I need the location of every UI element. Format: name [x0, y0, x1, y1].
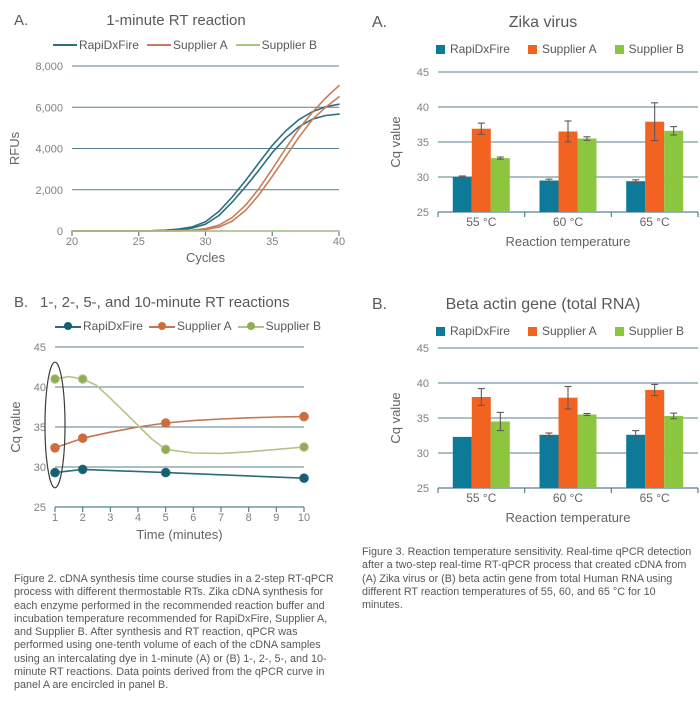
x-axis-title: Reaction temperature — [505, 234, 631, 249]
series-line-supplier-b — [55, 377, 304, 454]
legend-item-rapidxfire — [55, 319, 143, 333]
y-tick-label: 45 — [416, 343, 429, 355]
x-tick-label: 1 — [51, 512, 59, 524]
legend-label: Supplier B — [261, 38, 318, 52]
legend-square-swatch — [436, 327, 445, 336]
x-axis-title: Reaction temperature — [505, 510, 631, 525]
x-tick-label: 25 — [132, 236, 145, 248]
category-label: 60 °C — [552, 491, 584, 505]
legend-line-marker-swatch — [55, 322, 81, 331]
legend-line-swatch — [236, 44, 260, 46]
bar-supplier-b-60-c — [578, 139, 597, 213]
y-tick-label: 40 — [416, 378, 429, 390]
legend-label: Supplier B — [628, 324, 685, 338]
panel-label: A. — [14, 12, 29, 29]
legend-item-supplier-a — [528, 324, 597, 338]
y-tick-label: 30 — [416, 172, 429, 184]
x-tick-label: 20 — [65, 236, 79, 248]
category-label: 55 °C — [466, 215, 497, 229]
legend-label: Supplier A — [541, 42, 597, 56]
timecourse-line-chart — [5, 337, 350, 545]
x-axis-title: Time (minutes) — [136, 527, 223, 542]
panel-header — [0, 12, 350, 29]
y-tick-label: 25 — [416, 483, 429, 495]
chart-title: 1-minute RT reaction — [106, 12, 246, 29]
legend-item-supplier-a — [149, 319, 232, 333]
x-tick-label: 8 — [245, 512, 252, 524]
panel-figure2-b — [0, 294, 350, 545]
y-tick-label: 25 — [33, 502, 46, 514]
y-tick-label: 30 — [33, 462, 46, 474]
y-tick-label: 0 — [56, 226, 63, 238]
x-tick-label: 3 — [107, 512, 114, 524]
legend-item-rapidxfire — [436, 324, 510, 338]
x-tick-label: 4 — [134, 512, 142, 524]
bar-rapidxfire-60-c — [540, 435, 559, 488]
y-tick-label: 45 — [33, 342, 46, 354]
legend-item-supplier-a — [147, 38, 228, 52]
legend-label: Supplier A — [172, 38, 228, 52]
x-tick-label: 7 — [217, 512, 225, 524]
legend-line-swatch — [147, 44, 171, 46]
bar-supplier-a-60-c — [559, 398, 578, 488]
series-line-rapidxfire — [55, 469, 304, 478]
y-tick-label: 8,000 — [35, 61, 63, 73]
x-tick-label: 30 — [199, 236, 212, 248]
data-point-supplier-b — [300, 443, 309, 452]
legend-item-supplier-b — [615, 42, 684, 56]
y-tick-label: 40 — [33, 382, 46, 394]
legend-item-supplier-a — [528, 42, 597, 56]
legend-item-rapidxfire — [436, 42, 510, 56]
bar-supplier-a-55-c — [472, 129, 491, 212]
data-point-rapidxfire — [161, 468, 170, 477]
y-tick-label: 2,000 — [35, 184, 63, 197]
chart-title: Beta actin gene (total RNA) — [445, 296, 641, 313]
panel-label: B. — [372, 296, 388, 313]
beta-actin-bar-chart — [360, 338, 700, 528]
panel-label: B. — [14, 294, 29, 311]
x-tick-label: 5 — [162, 512, 169, 524]
panel-figure3-a — [350, 14, 700, 252]
legend-item-supplier-b — [236, 38, 317, 52]
data-point-supplier-a — [300, 412, 309, 421]
legend-square-swatch — [436, 45, 445, 54]
data-point-supplier-b — [51, 375, 60, 384]
bar-rapidxfire-55-c — [453, 437, 472, 488]
x-tick-label: 35 — [266, 236, 279, 248]
bar-rapidxfire-65-c — [626, 435, 645, 488]
legend-line-swatch — [53, 44, 77, 46]
legend-label: RapiDxFire — [449, 324, 510, 338]
category-label: 60 °C — [552, 215, 584, 229]
y-axis-title: RFUs — [7, 131, 22, 166]
data-point-rapidxfire — [78, 465, 87, 474]
bar-supplier-b-55-c — [491, 422, 510, 489]
bar-rapidxfire-55-c — [453, 177, 472, 212]
chart-title: Zika virus — [508, 14, 578, 31]
y-axis-title: Cq value — [388, 392, 403, 444]
x-axis-title: Cycles — [185, 250, 226, 265]
panel-header — [350, 296, 700, 314]
y-tick-label: 35 — [33, 422, 46, 434]
legend-label: RapiDxFire — [78, 38, 139, 52]
figure2-column — [0, 0, 350, 692]
legend-beta-actin — [350, 324, 700, 338]
x-tick-label: 10 — [297, 512, 311, 524]
legend-square-swatch — [615, 45, 624, 54]
legend-label: Supplier B — [628, 42, 685, 56]
figure3-caption: Figure 3. Reaction temperature sensitivity. Real-time qPCR detection after a two-step real-time RT-qPCR process that created cDNA from (A) Zika virus or (B) beta actin gene from total Human RNA using different RT reaction temperatures of 55, 60, and 65 °C for 10 minutes. — [362, 546, 692, 612]
data-point-supplier-a — [51, 444, 60, 453]
x-tick-label: 6 — [190, 512, 197, 524]
legend-item-supplier-b — [615, 324, 684, 338]
legend-label: Supplier A — [541, 324, 597, 338]
x-tick-label: 2 — [79, 512, 86, 524]
data-point-rapidxfire — [51, 468, 60, 477]
chart-title: 1-, 2-, 5-, and 10-minute RT reactions — [40, 294, 290, 311]
legend-square-swatch — [528, 327, 537, 336]
series-line-rapidxfire — [72, 104, 339, 231]
category-label: 65 °C — [639, 491, 670, 505]
y-tick-label: 35 — [416, 137, 429, 149]
figure3-column — [350, 0, 700, 692]
series-line-rapidxfire — [72, 114, 339, 231]
category-label: 65 °C — [639, 215, 670, 229]
error-bar-supplier-b-55-c — [497, 157, 504, 159]
y-axis-title: Cq value — [388, 116, 403, 168]
error-bar-rapidxfire-60-c — [546, 433, 553, 437]
legend-item-rapidxfire — [53, 38, 139, 52]
y-tick-label: 40 — [416, 102, 429, 114]
legend-item-supplier-b — [238, 319, 321, 333]
legend-label: Supplier B — [265, 319, 322, 333]
bar-rapidxfire-65-c — [626, 181, 645, 212]
category-label: 55 °C — [466, 491, 497, 505]
panel-header — [0, 294, 350, 311]
x-tick-label: 9 — [273, 512, 280, 524]
bar-supplier-b-60-c — [578, 415, 597, 489]
bar-supplier-b-65-c — [664, 416, 683, 488]
panel-label: A. — [372, 14, 388, 31]
zika-bar-chart — [360, 62, 700, 252]
y-tick-label: 45 — [416, 67, 429, 79]
bar-rapidxfire-60-c — [540, 181, 559, 213]
series-line-supplier-a — [55, 417, 304, 448]
rt-reaction-line-chart — [5, 56, 350, 268]
legend-zika — [350, 42, 700, 56]
legend-square-swatch — [615, 327, 624, 336]
legend-label: RapiDxFire — [82, 319, 143, 333]
y-tick-label: 4,000 — [35, 143, 63, 156]
data-point-rapidxfire — [300, 474, 309, 483]
legend-square-swatch — [528, 45, 537, 54]
panel-figure3-b — [350, 296, 700, 528]
series-line-supplier-a — [72, 97, 339, 231]
legend-line-marker-swatch — [149, 322, 175, 331]
panel-header — [350, 14, 700, 32]
data-point-supplier-b — [78, 375, 87, 384]
bar-supplier-a-65-c — [645, 390, 664, 488]
legend-rt-reaction — [0, 38, 350, 52]
figure2-caption: Figure 2. cDNA synthesis time course studies in a 2-step RT-qPCR process with different thermostable RTs. Zika cDNA synthesis for each enzyme performed in the recommended reaction buffer and incubation temperature recommended for RapiDxFire, Supplier A, and Supplier B. After synthesis and RT reaction, qPCR was performed using one-tenth volume of each of the cDNA samples using an intercalating dye in 1-minute (A) or (B) 1-, 2-, 5-, and 10-minute RT reactions. Data points derived from the qPCR curve in panel A are encircled in panel B. — [14, 573, 334, 692]
legend-label: Supplier A — [176, 319, 232, 333]
y-tick-label: 35 — [416, 413, 429, 425]
legend-timecourse — [0, 319, 350, 333]
y-tick-label: 25 — [416, 207, 429, 219]
data-point-supplier-a — [161, 419, 170, 428]
bar-supplier-b-65-c — [664, 131, 683, 212]
bar-supplier-a-55-c — [472, 397, 491, 488]
panel-figure2-a — [0, 12, 350, 268]
legend-label: RapiDxFire — [449, 42, 510, 56]
x-tick-label: 40 — [332, 236, 346, 248]
data-point-supplier-a — [78, 434, 87, 443]
legend-line-marker-swatch — [238, 322, 264, 331]
y-axis-title: Cq value — [8, 401, 23, 453]
data-point-supplier-b — [161, 445, 170, 454]
y-tick-label: 6,000 — [35, 102, 63, 115]
y-tick-label: 30 — [416, 448, 429, 460]
bar-supplier-b-55-c — [491, 158, 510, 212]
bar-supplier-a-60-c — [559, 132, 578, 213]
